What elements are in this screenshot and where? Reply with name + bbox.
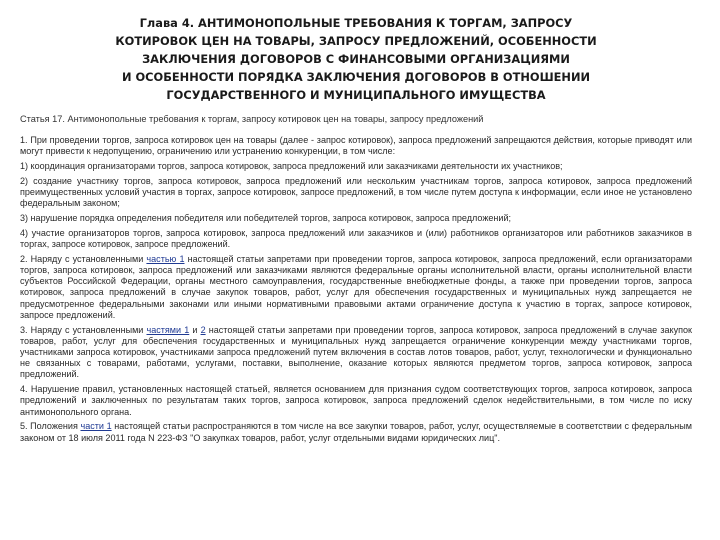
document-page — [20, 14, 692, 447]
heading-line: ГОСУДАРСТВЕННОГО И МУНИЦИПАЛЬНОГО ИМУЩЕСТВА — [166, 88, 546, 102]
paragraph-3: 3. Наряду с установленными частями 1 и 2 настоящей статьи запретами при проведении торгов, запроса котировок, запроса предложений в случае закупок товаров, работ, услуг для обеспечения государственных и муниципальных нужд запрещается ограничение конкуренции между участниками торгов, участниками запроса котировок, участниками запроса предложений путем включения в состав лотов товаров, работ, услуг, технологически и функционально не связанных с товарами, работами, услугами, поставки, выполнение, оказание которых являются предметом торгов, запроса котировок, запроса предложений. — [20, 324, 692, 380]
article-body — [20, 135, 692, 444]
subitem-1: 1) координация организаторами торгов, запроса котировок, запроса предложений или заказчиками деятельности их участников; — [20, 161, 563, 171]
link-part-1[interactable]: частью 1 — [146, 253, 185, 264]
link-part-1-ref[interactable]: части 1 — [80, 421, 112, 432]
heading-line: Глава 4. АНТИМОНОПОЛЬНЫЕ ТРЕБОВАНИЯ К ТОРГАМ, ЗАПРОСУ — [139, 16, 573, 30]
heading-line: И ОСОБЕННОСТИ ПОРЯДКА ЗАКЛЮЧЕНИЯ ДОГОВОРОВ В ОТНОШЕНИИ — [121, 70, 591, 84]
article-title: Статья 17. Антимонопольные требования к торгам, запросу котировок цен на товары, запросу предложений — [20, 114, 484, 124]
paragraph-1: 1. При проведении торгов, запроса котировок цен на товары (далее - запрос котировок), запроса предложений запрещаются действия, которые приводят или могут привести к недопущению, ограничению или устранению конкуренции, в том числе: — [20, 135, 692, 157]
link-parts-1[interactable]: частями 1 — [146, 324, 190, 335]
paragraph-4: 4. Нарушение правил, установленных настоящей статьей, является основанием для признания судом соответствующих торгов, запроса котировок, запроса предложений и заключенных по результатам таких торгов, запроса котировок, запроса предложений сделок недействительными, в том числе по иску антимонопольного органа. — [20, 384, 692, 417]
heading-line: ЗАКЛЮЧЕНИЯ ДОГОВОРОВ С ФИНАНСОВЫМИ ОРГАНИЗАЦИЯМИ — [142, 52, 570, 66]
paragraph-2: 2. Наряду с установленными частью 1 настоящей статьи запретами при проведении торгов, запроса котировок, запроса предложений, если организаторами торгов, запроса котировок, запроса предложений или заказчиками являются федеральные органы исполнительной власти, органы исполнительной власти субъектов Российской Федерации, органы местного самоуправления, государственные внебюджетные фонды, а также при проведении торгов, запроса котировок, запроса предложений в случае закупок товаров, работ, услуг для обеспечения государственных и муниципальных нужд запрещается не предусмотренное федеральными законами или иными нормативными правовыми актами ограничение доступа к участию в торгах, запросе котировок, запросе предложений. — [20, 253, 692, 320]
link-part-2[interactable]: 2 — [200, 324, 206, 335]
chapter-heading — [20, 14, 692, 104]
heading-line: КОТИРОВОК ЦЕН НА ТОВАРЫ, ЗАПРОСУ ПРЕДЛОЖЕНИЙ, ОСОБЕННОСТИ — [115, 34, 597, 48]
subitem-2: 2) создание участнику торгов, запроса котировок, запроса предложений или нескольким участникам торгов, запроса котировок, запроса предложений преимущественных условий участия в торгах, запросе котировок, запросе предложений, в том числе путем доступа к информации, если иное не установлено федеральным законом; — [20, 175, 692, 209]
subitem-4: 4) участие организаторов торгов, запроса котировок, запроса предложений или заказчиков и (или) работников организаторов или работников заказчиков в торгах, запросе котировок, запросе предложений. — [20, 227, 692, 249]
subitem-3: 3) нарушение порядка определения победителя или победителей торгов, запроса котировок, запроса предложений; — [20, 213, 512, 223]
paragraph-5: 5. Положения части 1 настоящей статьи распространяются в том числе на все закупки товаров, работ, услуг, осуществляемые в соответствии с федеральным законом от 18 июля 2011 года N 223-ФЗ "О закупках товаров, работ, услуг отдельными видами юридических лиц". — [20, 421, 693, 443]
